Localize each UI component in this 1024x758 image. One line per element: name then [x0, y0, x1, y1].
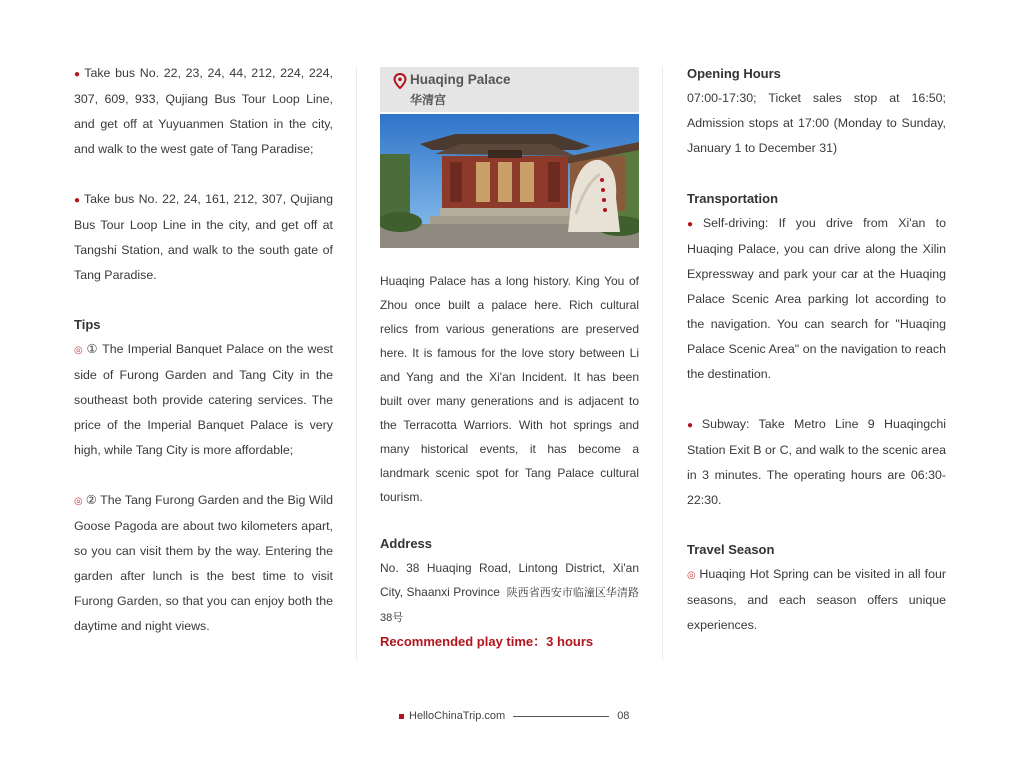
address-text: No. 38 Huaqing Road, Lintong District, Xi'an City, Shaanxi Province 陕西省西安市临潼区华清路38号 [380, 561, 639, 624]
footer-square-icon [399, 714, 404, 719]
right-column [687, 60, 946, 638]
travel-season-heading: Travel Season [687, 542, 775, 557]
attraction-header [380, 67, 639, 112]
location-pin-icon [393, 73, 407, 89]
recommended-play-time: Recommended play time：3 hours [380, 634, 594, 649]
attraction-title: Huaqing Palace [410, 72, 511, 87]
middle-column [380, 67, 639, 654]
footer-site: HelloChinaTrip.com [409, 710, 506, 722]
bus-route-2: ● Take bus No. 22, 24, 161, 212, 307, Qujiang Bus Tour Loop Line in the city, and get off at Tangshi Station, and walk to the south gate of Tang Paradise. [74, 192, 333, 282]
address-heading: Address [380, 536, 433, 551]
bullet-dot-icon: ● [687, 219, 700, 230]
opening-hours-text: 07:00-17:30; Ticket sales stop at 16:50; Admission stops at 17:00 (Monday to Sunday, January 1 to December 31) [687, 91, 946, 155]
bullet-dot-icon: ● [74, 195, 81, 206]
page-footer [399, 710, 629, 722]
column-divider [356, 66, 357, 660]
transportation-heading: Transportation [687, 191, 779, 206]
huaqing-palace-photo [380, 114, 639, 248]
footer-rule [513, 716, 609, 717]
ring-bullet-icon: ◎ [74, 345, 84, 356]
attraction-description: Huaqing Palace has a long history. King You of Zhou once built a palace here. Rich cultural relics from various generations are preserved here. It is famous for the love story between Li and Yang and the Xi'an Incident. It has been built over many generations and is adjacent to the Terracotta Warriors. With hot springs and many historical events, it has become a landmark scenic spot for Tang Palace cultural tourism. [380, 274, 639, 504]
ring-bullet-icon: ◎ [74, 496, 83, 507]
left-column [74, 60, 333, 639]
transport-subway: ● Subway: Take Metro Line 9 Huaqingchi Station Exit B or C, and walk to the scenic area in 3 minutes. The operating hours are 06:30-22:30. [687, 417, 946, 507]
column-divider [662, 66, 663, 660]
bus-route-1: ● Take bus No. 22, 23, 24, 44, 212, 224, 224, 307, 609, 933, Qujiang Bus Tour Loop Line, and get off at Yuyuanmen Station in the city, and walk to the west gate of Tang Paradise; [74, 66, 333, 156]
tip-1: ◎ ① The Imperial Banquet Palace on the west side of Furong Garden and Tang City in the southeast both provide catering services. The price of the Imperial Banquet Palace is very high, while Tang City is more affordable; [74, 342, 333, 457]
tip-2: ◎ ② The Tang Furong Garden and the Big Wild Goose Pagoda are about two kilometers apart, so you can visit them by the way. Entering the garden after lunch is the best time to visit Furong Garden, so that you can enjoy both the daytime and night views. [74, 493, 333, 633]
ring-bullet-icon: ◎ [687, 570, 697, 581]
attraction-chinese-name: 华清宫 [410, 93, 447, 107]
tips-heading: Tips [74, 317, 101, 332]
bullet-dot-icon: ● [74, 69, 82, 80]
page-number: 08 [617, 710, 630, 722]
transport-self-driving: ● Self-driving: If you drive from Xi'an to Huaqing Palace, you can drive along the Xilin Expressway and park your car at the Huaqing Palace Scenic Area parking lot according to the navigation. You can search for "Huaqing Palace Scenic Area" on the navigation to reach the destination. [687, 216, 947, 381]
travel-season-text: ◎ Huaqing Hot Spring can be visited in all four seasons, and each season offers unique experiences. [687, 567, 946, 632]
opening-hours-heading: Opening Hours [687, 66, 781, 81]
bullet-dot-icon: ● [687, 420, 699, 431]
